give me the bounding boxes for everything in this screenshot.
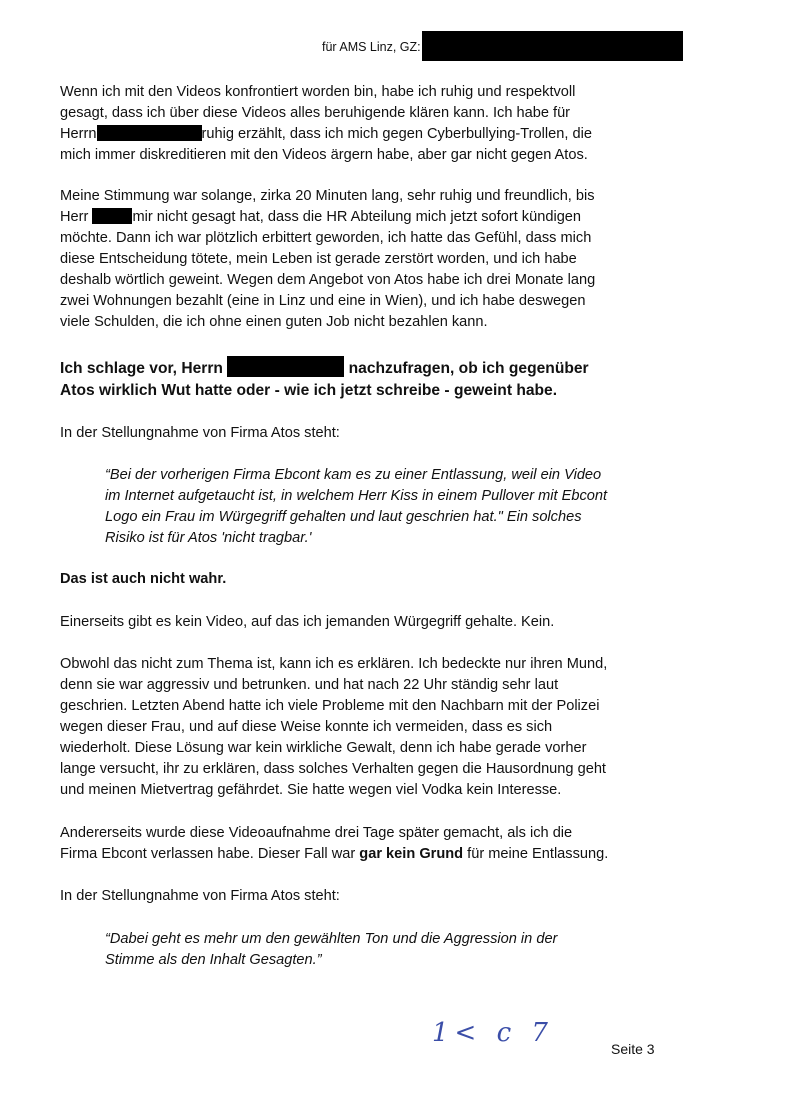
text-line: “Bei der vorherigen Firma Ebcont kam es zu einer Entlassung, weil ein Video xyxy=(105,467,602,483)
redaction-block xyxy=(422,31,683,61)
header-reference xyxy=(322,31,683,61)
text-line: Meine Stimmung war solange, zirka 20 Minuten lang, sehr ruhig und freundlich, bis xyxy=(60,188,595,204)
text-line: viele Schulden, die ich ohne einen guten Job nicht bezahlen kann. xyxy=(60,314,488,330)
page-number: Seite 3 xyxy=(611,1041,655,1057)
text-line: lange versucht, ihr zu erklären, dass solches Verhalten gegen die Hausordnung geht xyxy=(60,761,606,777)
text-line: und meinen Mietvertrag gefährdet. Sie hatte wegen viel Vodka kein Interesse. xyxy=(60,782,562,798)
paragraph-8 xyxy=(60,823,680,865)
text-line: Ich schlage vor, Herrn nachzufragen, ob ich gegenüber xyxy=(60,356,680,380)
handwritten-initials: 1< c 7 xyxy=(432,1018,554,1048)
paragraph-7 xyxy=(60,654,680,801)
text-line: Herr mir nicht gesagt hat, dass die HR Abteilung mich jetzt sofort kündigen xyxy=(60,209,582,225)
text-line: mich immer diskreditieren mit den Videos ärgern habe, aber gar nicht gegen Atos. xyxy=(60,147,588,163)
paragraph-2 xyxy=(60,186,680,333)
text-line: wiederholt. Diese Lösung war kein wirkliche Gewalt, denn ich habe gerade vorher xyxy=(60,740,587,756)
text-line: möchte. Dann ich war plötzlich erbittert geworden, ich hatte das Gefühl, dass mich xyxy=(60,230,592,246)
redaction-block xyxy=(97,125,202,141)
text-line: Risiko ist für Atos 'nicht tragbar.' xyxy=(105,530,312,546)
text-line: Obwohl das nicht zum Thema ist, kann ich es erklären. Ich bedeckte nur ihren Mund, xyxy=(60,656,608,672)
paragraph-5-bold: Das ist auch nicht wahr. xyxy=(60,571,227,587)
text-line: zwei Wohnungen bezahlt (eine in Linz und eine in Wien), und ich habe deswegen xyxy=(60,293,586,309)
paragraph-6: Einerseits gibt es kein Video, auf das ich jemanden Würgegriff gehalte. Kein. xyxy=(60,614,555,630)
paragraph-1 xyxy=(60,82,680,166)
text-line: Andererseits wurde diese Videoaufnahme drei Tage später gemacht, als ich die xyxy=(60,825,573,841)
text-line: deshalb wörtlich geweint. Wegen dem Angebot von Atos habe ich drei Monate lang xyxy=(60,272,596,288)
header-text: für AMS Linz, GZ: xyxy=(322,40,421,54)
text-line: “Dabei geht es mehr um den gewählten Ton und die Aggression in der xyxy=(105,931,558,947)
text-line: geschrien. Letzten Abend hatte ich viele Probleme mit den Nachbarn mit der Polizei xyxy=(60,698,600,714)
text-line: Stimme als den Inhalt Gesagten.” xyxy=(105,952,322,968)
quote-1 xyxy=(105,465,685,549)
redaction-block xyxy=(227,356,344,377)
paragraph-3-emphasis xyxy=(60,356,680,401)
paragraph-4: In der Stellungnahme von Firma Atos steht: xyxy=(60,425,340,441)
quote-2 xyxy=(105,929,685,971)
text-line: im Internet aufgetaucht ist, in welchem Herr Kiss in einem Pullover mit Ebcont xyxy=(105,488,608,504)
text-line: gesagt, dass ich über diese Videos alles beruhigende klären kann. Ich habe für xyxy=(60,105,571,121)
emphasis-text: gar kein Grund xyxy=(359,846,464,862)
redaction-block xyxy=(92,208,132,224)
text-line: Herrn ruhig erzählt, dass ich mich gegen Cyberbullying-Trollen, die xyxy=(60,126,592,142)
text-line: wegen dieser Frau, und auf diese Weise konnte ich vermeiden, dass es sich xyxy=(60,719,553,735)
text-line: Atos wirklich Wut hatte oder - wie ich jetzt schreibe - geweint habe. xyxy=(60,381,558,399)
paragraph-9: In der Stellungnahme von Firma Atos steht: xyxy=(60,888,340,904)
text-line: diese Entscheidung tötete, mein Leben ist gerade zerstört worden, und ich habe xyxy=(60,251,577,267)
text-line: Wenn ich mit den Videos konfrontiert worden bin, habe ich ruhig und respektvoll xyxy=(60,84,576,100)
text-line: Logo ein Frau im Würgegriff gehalten und laut geschrien hat." Ein solches xyxy=(105,509,582,525)
text-line: Firma Ebcont verlassen habe. Dieser Fall war gar kein Grund für meine Entlassung. xyxy=(60,846,609,862)
text-line: denn sie war aggressiv und betrunken. und hat nach 22 Uhr ständig sehr laut xyxy=(60,677,559,693)
